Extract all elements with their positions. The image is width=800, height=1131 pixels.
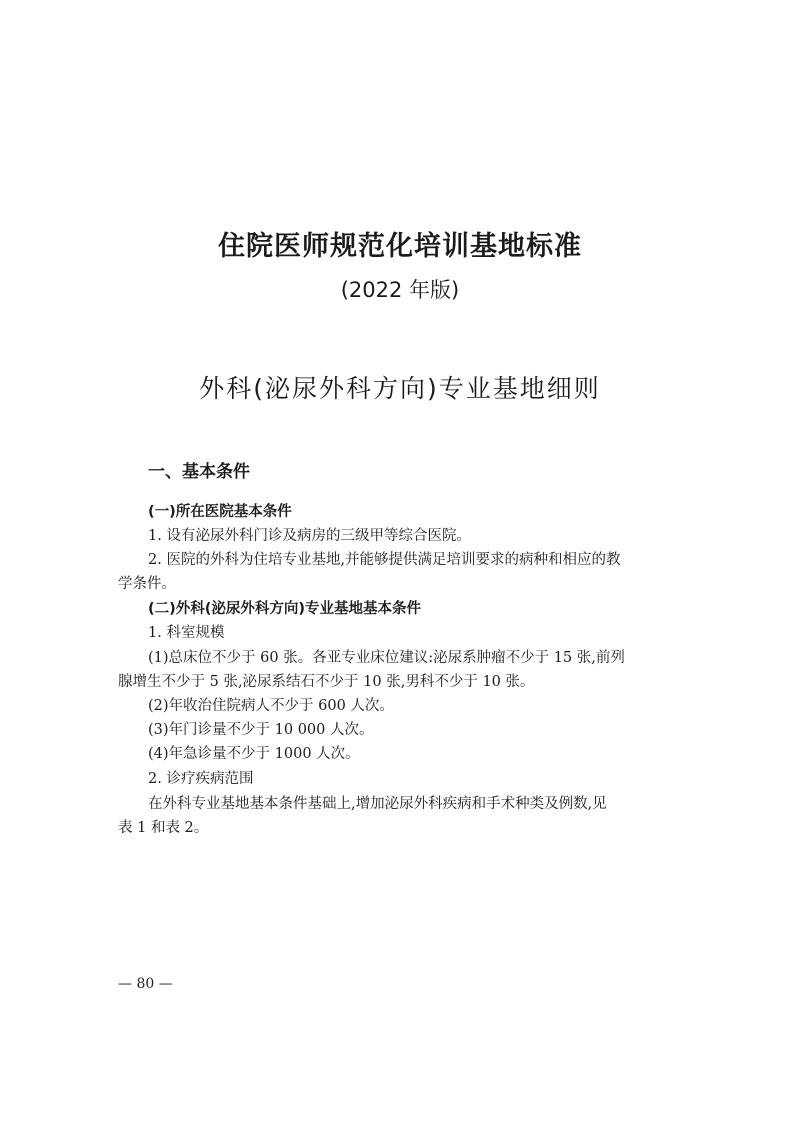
- paragraph-outpatients: (3)年门诊量不少于 10 000 人次。: [148, 722, 374, 738]
- paragraph-hospital-item-1: 1. 设有泌尿外科门诊及病房的三级甲等综合医院。: [148, 528, 471, 544]
- document-title: 住院医师规范化培训基地标准: [218, 231, 582, 262]
- paragraph-hospital-item-2: 2. 医院的外科为住培专业基地,并能够提供满足培训要求的病种和相应的教: [148, 552, 621, 568]
- edition-label: (2022 年版): [340, 278, 460, 302]
- paragraph-beds: (1)总床位不少于 60 张。各亚专业床位建议:泌尿系肿瘤不少于 15 张,前列: [148, 650, 625, 666]
- point-department-scale: 1. 科室规模: [148, 625, 225, 641]
- document-subtitle: 外科(泌尿外科方向)专业基地细则: [199, 374, 601, 403]
- paragraph-emergencies: (4)年急诊量不少于 1000 人次。: [148, 746, 360, 762]
- section-heading-basic-conditions: 一、基本条件: [148, 462, 250, 482]
- subsection-heading-hospital: (一)所在医院基本条件: [148, 504, 292, 520]
- subsection-heading-specialty-base: (二)外科(泌尿外科方向)专业基地基本条件: [148, 601, 422, 617]
- paragraph-disease-scope: 在外科专业基地基本条件基础上,增加泌尿外科疾病和手术种类及例数,见: [148, 796, 607, 812]
- paragraph-inpatients: (2)年收治住院病人不少于 600 人次。: [148, 698, 394, 714]
- paragraph-hospital-item-2-cont: 学条件。: [118, 576, 176, 592]
- paragraph-beds-cont: 腺增生不少于 5 张,泌尿系结石不少于 10 张,男科不少于 10 张。: [118, 674, 535, 690]
- point-disease-scope: 2. 诊疗疾病范围: [148, 771, 254, 787]
- paragraph-disease-scope-cont: 表 1 和表 2。: [118, 820, 209, 836]
- page-number: — 80 —: [118, 976, 173, 992]
